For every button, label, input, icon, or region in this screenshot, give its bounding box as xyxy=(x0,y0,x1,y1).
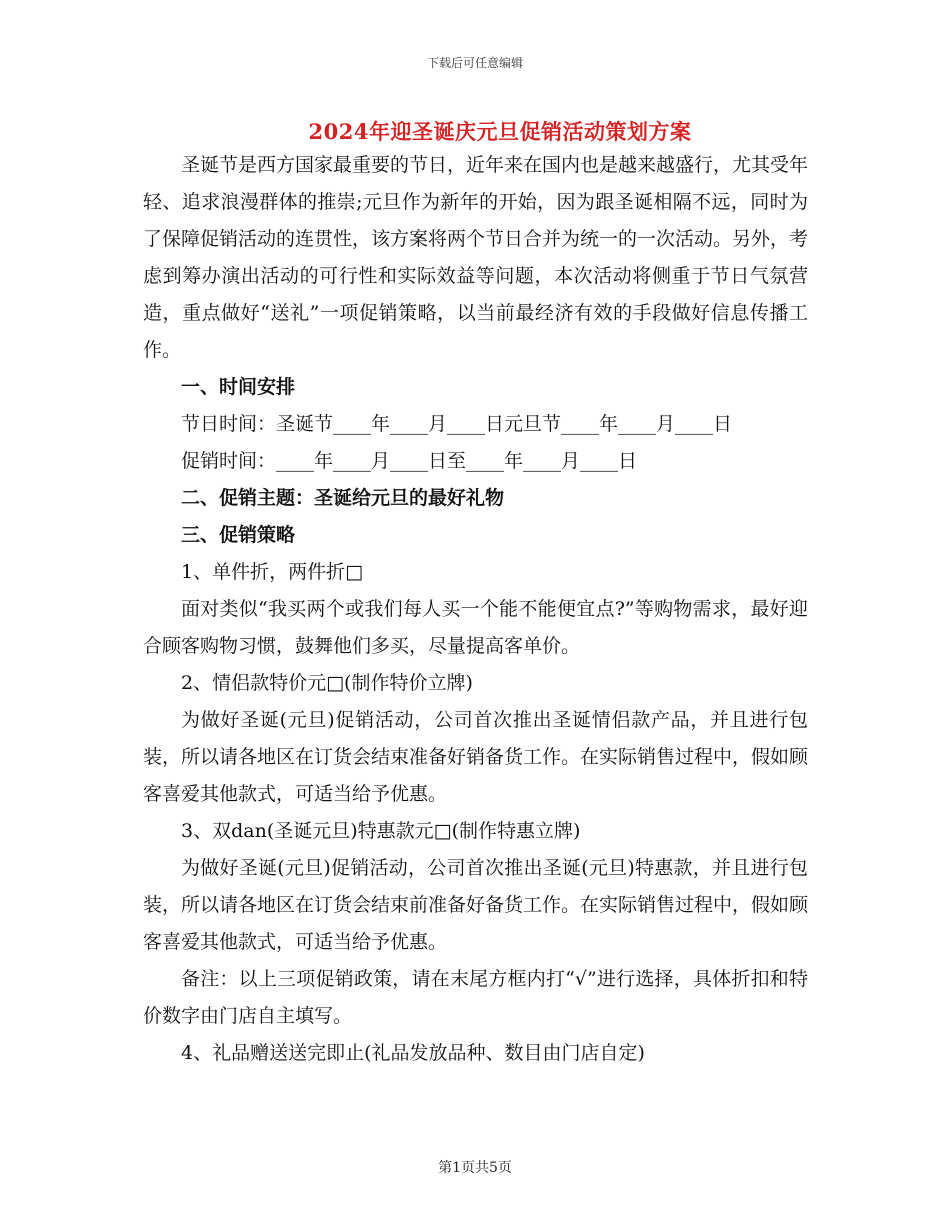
header-note: 下载后可任意编辑 xyxy=(426,56,523,70)
intro-paragraph: 圣诞节是西方国家最重要的节日，近年来在国内也是越来越盛行，尤其受年轻、追求浪漫群体的推崇;元旦作为新年的开始，因为跟圣诞相隔不远，同时为了保障促销活动的连贯性，该方案将两个节日合并为统一的一次活动。另外，考虑到筹办演出活动的可行性和实际效益等问题，本次活动将侧重于节日气氛营造，重点做好“送礼”一项促销策略，以当前最经济有效的手段做好信息传播工作。 xyxy=(143,154,809,361)
document-title: 2024年迎圣诞庆元旦促销活动策划方案 xyxy=(308,119,692,144)
promo-time-line: 促销时间：____年____月____日至____年____月____日 xyxy=(181,450,638,472)
section-heading-time: 一、时间安排 xyxy=(181,376,296,398)
item1-body: 面对类似“我买两个或我们每人买一个能不能便宜点?”等购物需求，最好迎合顾客购物习惯，鼓舞他们多买，尽量提高客单价。 xyxy=(143,598,808,657)
item3-heading: 3、双dan(圣诞元旦)特惠款元□(制作特惠立牌) xyxy=(181,820,581,842)
section-heading-strategy: 三、促销策略 xyxy=(181,524,296,546)
item1-heading: 1、单件折，两件折□ xyxy=(181,561,364,583)
item4-heading: 4、礼品赠送送完即止(礼品发放品种、数目由门店自定) xyxy=(181,1042,645,1064)
item3-body: 为做好圣诞(元旦)促销活动，公司首次推出圣诞(元旦)特惠款，并且进行包装，所以请各地区在订货会结束前准备好备货工作。在实际销售过程中，假如顾客喜爱其他款式，可适当给予优惠。 xyxy=(143,857,809,953)
item2-body: 为做好圣诞(元旦)促销活动，公司首次推出圣诞情侣款产品，并且进行包装，所以请各地区在订货会结束准备好销备货工作。在实际销售过程中，假如顾客喜爱其他款式，可适当给予优惠。 xyxy=(143,709,809,805)
document-body xyxy=(143,147,808,1072)
section-heading-theme: 二、促销主题：圣诞给元旦的最好礼物 xyxy=(181,487,505,509)
note-paragraph: 备注：以上三项促销政策，请在末尾方框内打“√”进行选择，具体折扣和特价数字由门店自主填写。 xyxy=(143,968,808,1027)
holiday-time-line: 节日时间：圣诞节____年____月____日元旦节____年____月____日 xyxy=(181,413,733,435)
page-footer: 第1页共5页 xyxy=(438,1160,512,1176)
item2-heading: 2、情侣款特价元□(制作特价立牌) xyxy=(181,672,473,694)
